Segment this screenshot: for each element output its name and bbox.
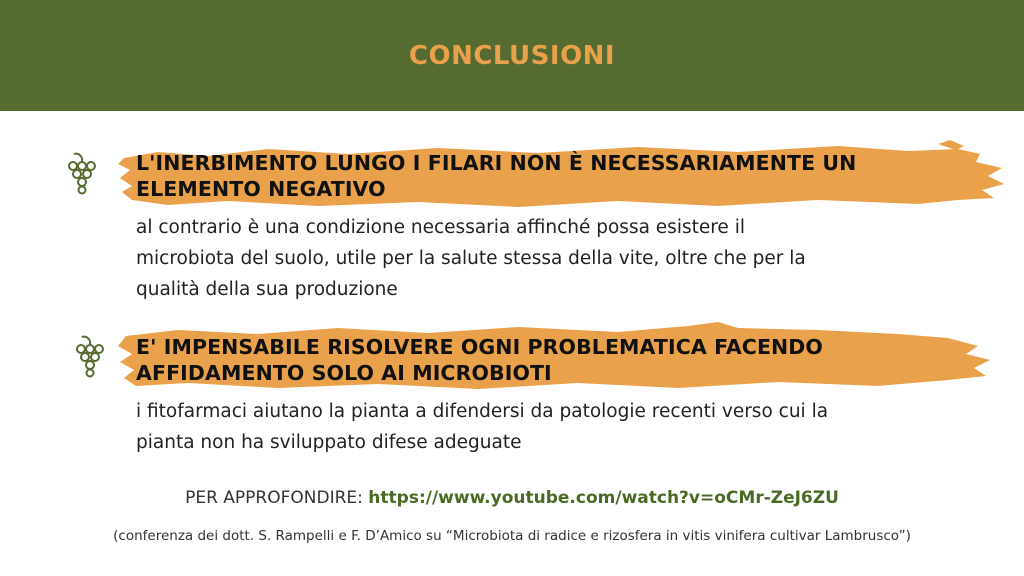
point-2-heading-line-1: E' IMPENSABILE RISOLVERE OGNI PROBLEMATICA FACENDO: [136, 335, 823, 359]
further-reading-label: PER APPROFONDIRE:: [185, 488, 369, 508]
point-1-body-line-2: microbiota del suolo, utile per la salute stessa della vite, oltre che per la: [136, 248, 806, 269]
point-1-heading-line-2: ELEMENTO NEGATIVO: [136, 177, 386, 201]
grapes-icon: [72, 335, 108, 379]
grapes-icon: [64, 152, 100, 196]
point-1-heading-line-1: L'INERBIMENTO LUNGO I FILARI NON È NECESSARIAMENTE UN: [136, 151, 857, 175]
point-2-heading-line-2: AFFIDAMENTO SOLO AI MICROBIOTI: [136, 361, 552, 385]
point-2-body-line-1: i fitofarmaci aiutano la pianta a difendersi da patologie recenti verso cui la: [136, 401, 829, 422]
youtube-link[interactable]: https://www.youtube.com/watch?v=oCMr-ZeJ6ZU: [368, 488, 839, 508]
point-1-heading: [136, 150, 996, 202]
point-2-heading: [136, 334, 996, 386]
header-banner: [0, 0, 1024, 111]
point-2-body-line-2: pianta non ha sviluppato difese adeguate: [136, 432, 522, 453]
further-reading: [0, 488, 1024, 508]
point-1-body: [136, 212, 986, 305]
conference-note: (conferenza dei dott. S. Rampelli e F. D’Amico su “Microbiota di radice e rizosfera in vitis vinifera cultivar Lambrusco”): [113, 528, 911, 544]
point-2-body: [136, 396, 986, 458]
point-1-body-line-1: al contrario è una condizione necessaria affinché possa esistere il: [136, 217, 745, 238]
page-title: CONCLUSIONI: [408, 40, 616, 71]
point-1-body-line-3: qualità della sua produzione: [136, 279, 398, 300]
